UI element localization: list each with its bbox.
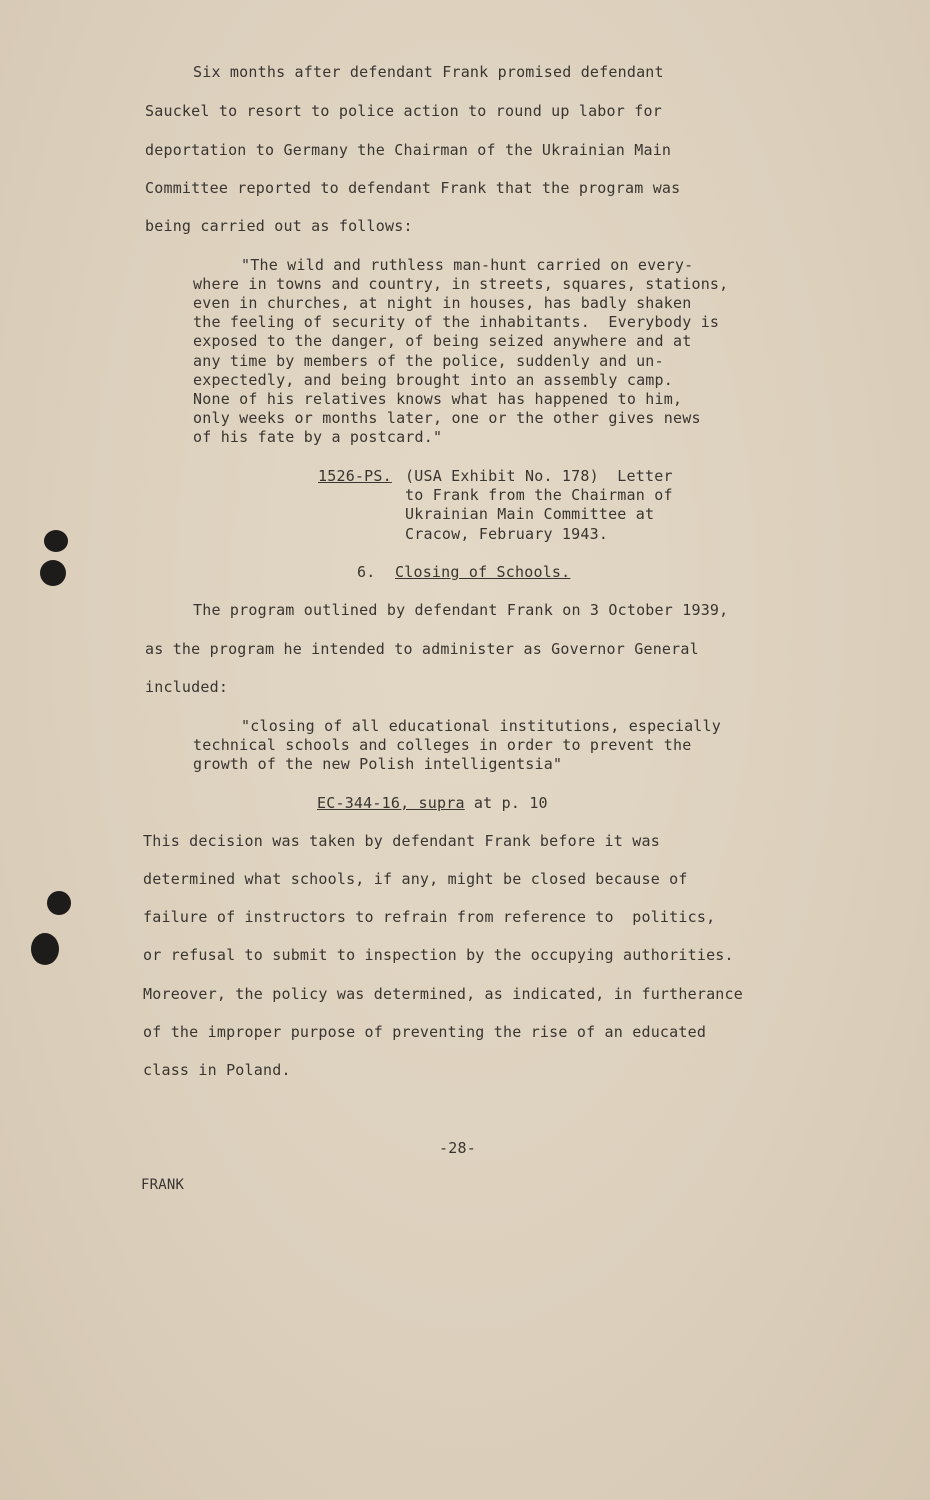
- quote-2-line: growth of the new Polish intelligentsia": [193, 755, 563, 773]
- citation-2-reference: EC-344-16, supra: [317, 794, 465, 812]
- paragraph-2-line: as the program he intended to administer as Governor General: [145, 640, 699, 658]
- quote-1-line: exposed to the danger, of being seized anywhere and at: [193, 332, 692, 350]
- citation-1-line: Cracow, February 1943.: [405, 525, 609, 543]
- quote-1-line: of his fate by a postcard.": [193, 428, 443, 446]
- quote-1-line: any time by members of the police, suddenly and un-: [193, 352, 664, 370]
- paragraph-1-line: deportation to Germany the Chairman of the Ukrainian Main: [145, 141, 672, 159]
- punch-hole: [31, 933, 59, 965]
- paragraph-1-line: Committee reported to defendant Frank that the program was: [145, 179, 681, 197]
- quote-1-line: only weeks or months later, one or the other gives news: [193, 409, 701, 427]
- paragraph-3-line: This decision was taken by defendant Frank before it was: [143, 832, 660, 850]
- paragraph-3-line: class in Poland.: [143, 1061, 291, 1079]
- quote-1-line: the feeling of security of the inhabitants. Everybody is: [193, 313, 720, 331]
- quote-1-line: "The wild and ruthless man-hunt carried on every-: [241, 256, 694, 274]
- citation-1-reference: 1526-PS.: [318, 467, 392, 485]
- paragraph-3-line: or refusal to submit to inspection by the occupying authorities.: [143, 946, 734, 964]
- punch-hole: [40, 560, 66, 586]
- quote-1-line: None of his relatives knows what has happened to him,: [193, 390, 683, 408]
- paragraph-2-line: The program outlined by defendant Frank on 3 October 1939,: [193, 601, 729, 619]
- paragraph-1-line: Six months after defendant Frank promised defendant: [193, 63, 664, 81]
- citation-2: [317, 794, 548, 813]
- citation-1-line: to Frank from the Chairman of: [405, 486, 673, 504]
- quote-1-line: even in churches, at night in houses, has badly shaken: [193, 294, 692, 312]
- paragraph-3-line: of the improper purpose of preventing the rise of an educated: [143, 1023, 707, 1041]
- quote-1-line: expectedly, and being brought into an assembly camp.: [193, 371, 673, 389]
- quote-2-line: technical schools and colleges in order to prevent the: [193, 736, 692, 754]
- quote-2-line: "closing of all educational institutions, especially: [241, 717, 721, 735]
- paragraph-1-line: being carried out as follows:: [145, 217, 413, 235]
- punch-hole: [47, 891, 71, 915]
- paragraph-3-line: Moreover, the policy was determined, as indicated, in furtherance: [143, 985, 743, 1003]
- paragraph-1-line: Sauckel to resort to police action to round up labor for: [145, 102, 662, 120]
- citation-1-line: (USA Exhibit No. 178) Letter: [405, 467, 673, 485]
- section-title: Closing of Schools.: [395, 563, 571, 581]
- footer-name: FRANK: [141, 1177, 185, 1193]
- punch-hole: [44, 530, 68, 552]
- citation-1-line: Ukrainian Main Committee at: [405, 505, 655, 523]
- paragraph-2-line: included:: [145, 678, 229, 696]
- page-number: -28-: [439, 1139, 476, 1157]
- citation-2-page: at p. 10: [464, 794, 548, 812]
- quote-1-line: where in towns and country, in streets, squares, stations,: [193, 275, 729, 293]
- paragraph-3-line: failure of instructors to refrain from reference to politics,: [143, 908, 716, 926]
- paragraph-3-line: determined what schools, if any, might be closed because of: [143, 870, 688, 888]
- section-number: 6.: [357, 563, 376, 581]
